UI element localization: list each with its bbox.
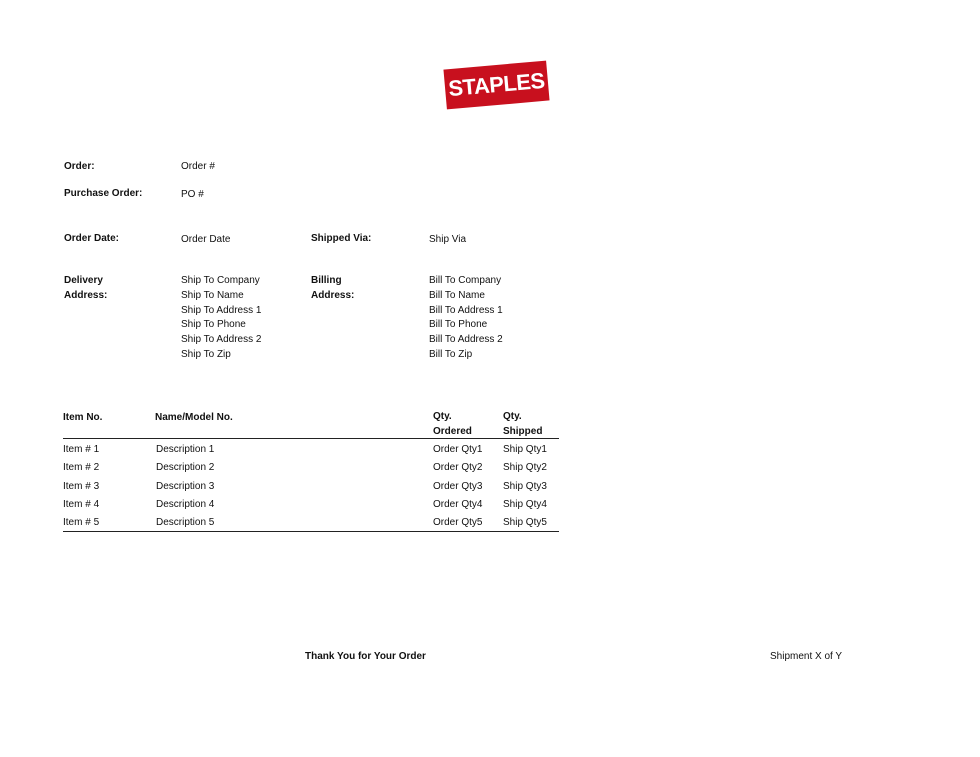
header-line: Ordered [433,425,472,437]
ship-to-address [181,274,261,363]
table-cell-shipped: Ship Qty5 [503,517,547,529]
address-line: Bill To Phone [429,319,488,331]
table-cell-name: Description 2 [156,462,215,474]
header-name-model: Name/Model No. [155,412,233,423]
header-item-no: Item No. [63,412,103,423]
table-cell-shipped: Ship Qty3 [503,480,547,492]
table-cell-ordered: Order Qty3 [433,480,483,492]
table-cell-shipped: Ship Qty1 [503,444,547,455]
po-value: PO # [181,189,204,200]
staples-logo: STAPLES [443,61,549,110]
order-date-label: Order Date: [64,233,120,244]
address-line: Ship To Phone [181,319,246,331]
delivery-address-label [64,274,107,304]
address-line: Bill To Company [429,275,502,286]
po-label: Purchase Order: [64,188,143,199]
header-line: Qty. [433,411,452,422]
shipped-via-label: Shipped Via: [311,233,372,244]
table-cell-item: Item # 2 [63,462,100,474]
header-divider [63,438,559,439]
address-line: Ship To Address 1 [181,304,262,316]
table-cell-ordered: Order Qty5 [433,517,483,529]
header-qty-shipped [503,410,542,440]
order-value: Order # [181,161,215,172]
header-line: Shipped [503,425,543,437]
header-line: Qty. [503,411,522,422]
address-line: Bill To Address 2 [429,334,503,346]
table-cell-item: Item # 1 [63,444,100,455]
address-line: Bill To Name [429,289,485,301]
address-line: Bill To Address 1 [429,304,503,316]
thank-you-text: Thank You for Your Order [305,651,426,662]
table-cell-item: Item # 4 [63,498,100,510]
order-date-value: Order Date [181,234,231,245]
table-cell-shipped: Ship Qty2 [503,462,547,474]
address-line: Ship To Address 2 [181,334,262,346]
delivery-label-line: Address: [64,289,108,301]
table-bottom-divider [63,531,559,532]
table-cell-name: Description 5 [156,517,215,529]
table-cell-item: Item # 5 [63,517,100,529]
header-qty-ordered [433,410,472,440]
delivery-label-line: Delivery [64,275,103,286]
address-line: Ship To Company [181,275,260,286]
address-line: Ship To Name [181,289,244,301]
billing-label-line: Address: [311,289,355,301]
table-cell-name: Description 4 [156,498,215,510]
order-label: Order: [64,161,95,172]
table-cell-shipped: Ship Qty4 [503,498,547,510]
billing-address-label [311,274,354,304]
billing-label-line: Billing [311,275,342,286]
table-cell-name: Description 3 [156,480,215,492]
shipment-count: Shipment X of Y [770,651,843,662]
table-cell-name: Description 1 [156,444,215,455]
table-cell-item: Item # 3 [63,480,100,492]
shipped-via-value: Ship Via [429,234,467,245]
address-line: Ship To Zip [181,348,231,360]
bill-to-address [429,274,503,363]
address-line: Bill To Zip [429,348,473,360]
table-cell-ordered: Order Qty1 [433,444,483,455]
table-cell-ordered: Order Qty2 [433,462,483,474]
table-cell-ordered: Order Qty4 [433,498,483,510]
